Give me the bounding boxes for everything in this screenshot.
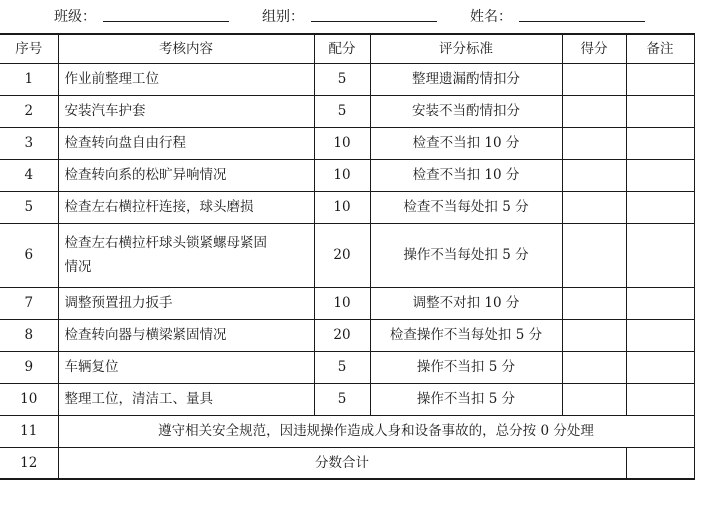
group-label: 组别： xyxy=(262,9,304,25)
row-no: 7 xyxy=(0,287,58,319)
row-points: 20 xyxy=(314,223,370,287)
row-no: 11 xyxy=(0,415,58,447)
row-remarks-cell[interactable] xyxy=(626,159,694,191)
table-row xyxy=(0,191,694,223)
row-score-cell[interactable] xyxy=(562,95,626,127)
safety-rule-text: 遵守相关安全规范，因违规操作造成人身和设备事故的，总分按 0 分处理 xyxy=(58,415,694,447)
row-remarks-cell[interactable] xyxy=(626,319,694,351)
row-content: 安装汽车护套 xyxy=(58,95,314,127)
table-row xyxy=(0,95,694,127)
row-points: 10 xyxy=(314,127,370,159)
row-points: 5 xyxy=(314,351,370,383)
row-content: 作业前整理工位 xyxy=(58,63,314,95)
row-content: 调整预置扭力扳手 xyxy=(58,287,314,319)
row-no: 4 xyxy=(0,159,58,191)
row-remarks-cell[interactable] xyxy=(626,95,694,127)
row-no: 6 xyxy=(0,223,58,287)
col-header-score: 得分 xyxy=(562,34,626,63)
row-points: 10 xyxy=(314,159,370,191)
row-standard: 检查操作不当每处扣 5 分 xyxy=(370,319,562,351)
row-score-cell[interactable] xyxy=(562,191,626,223)
name-label: 姓名： xyxy=(470,9,512,25)
row-standard: 操作不当扣 5 分 xyxy=(370,383,562,415)
table-row xyxy=(0,63,694,95)
group-field[interactable] xyxy=(311,21,437,22)
row-remarks-cell[interactable] xyxy=(626,287,694,319)
score-table xyxy=(0,33,695,480)
table-row xyxy=(0,351,694,383)
col-header-standard: 评分标准 xyxy=(370,34,562,63)
row-content: 检查左右横拉杆连接，球头磨损 xyxy=(58,191,314,223)
row-score-cell[interactable] xyxy=(562,351,626,383)
row-no: 5 xyxy=(0,191,58,223)
table-row xyxy=(0,287,694,319)
total-row xyxy=(0,447,694,479)
row-standard: 调整不对扣 10 分 xyxy=(370,287,562,319)
table-row xyxy=(0,319,694,351)
form-header xyxy=(0,0,715,30)
col-header-points: 配分 xyxy=(314,34,370,63)
row-content: 检查左右横拉杆球头锁紧螺母紧固情况 xyxy=(58,223,314,287)
class-label: 班级： xyxy=(54,9,96,25)
row-no: 10 xyxy=(0,383,58,415)
table-row xyxy=(0,383,694,415)
row-points: 5 xyxy=(314,95,370,127)
row-points: 5 xyxy=(314,63,370,95)
row-points: 10 xyxy=(314,287,370,319)
row-content: 整理工位，清洁工、量具 xyxy=(58,383,314,415)
row-remarks-cell[interactable] xyxy=(626,383,694,415)
row-content: 车辆复位 xyxy=(58,351,314,383)
row-no: 9 xyxy=(0,351,58,383)
row-remarks-cell[interactable] xyxy=(626,223,694,287)
row-points: 20 xyxy=(314,319,370,351)
row-content: 检查转向盘自由行程 xyxy=(58,127,314,159)
row-remarks-cell[interactable] xyxy=(626,127,694,159)
row-remarks-cell[interactable] xyxy=(626,63,694,95)
row-score-cell[interactable] xyxy=(562,287,626,319)
table-row xyxy=(0,159,694,191)
row-no: 2 xyxy=(0,95,58,127)
row-points: 5 xyxy=(314,383,370,415)
row-points: 10 xyxy=(314,191,370,223)
name-field[interactable] xyxy=(519,21,645,22)
safety-rule-row xyxy=(0,415,694,447)
row-no: 8 xyxy=(0,319,58,351)
table-row xyxy=(0,223,694,287)
total-label: 分数合计 xyxy=(58,447,626,479)
row-standard: 操作不当扣 5 分 xyxy=(370,351,562,383)
row-remarks-cell[interactable] xyxy=(626,191,694,223)
row-no: 1 xyxy=(0,63,58,95)
class-field[interactable] xyxy=(103,21,229,22)
row-score-cell[interactable] xyxy=(562,223,626,287)
row-score-cell[interactable] xyxy=(562,127,626,159)
row-no: 3 xyxy=(0,127,58,159)
row-standard: 检查不当扣 10 分 xyxy=(370,159,562,191)
row-standard: 检查不当扣 10 分 xyxy=(370,127,562,159)
row-standard: 检查不当每处扣 5 分 xyxy=(370,191,562,223)
table-header-row xyxy=(0,34,694,63)
row-score-cell[interactable] xyxy=(562,383,626,415)
row-score-cell[interactable] xyxy=(562,159,626,191)
col-header-no: 序号 xyxy=(0,34,58,63)
row-remarks-cell[interactable] xyxy=(626,351,694,383)
row-standard: 整理遗漏酌情扣分 xyxy=(370,63,562,95)
row-score-cell[interactable] xyxy=(562,319,626,351)
row-no: 12 xyxy=(0,447,58,479)
col-header-remarks: 备注 xyxy=(626,34,694,63)
row-content: 检查转向器与横梁紧固情况 xyxy=(58,319,314,351)
total-remarks-cell[interactable] xyxy=(626,447,694,479)
row-score-cell[interactable] xyxy=(562,63,626,95)
row-content: 检查转向系的松旷异响情况 xyxy=(58,159,314,191)
table-row xyxy=(0,127,694,159)
col-header-content: 考核内容 xyxy=(58,34,314,63)
row-standard: 安装不当酌情扣分 xyxy=(370,95,562,127)
row-standard: 操作不当每处扣 5 分 xyxy=(370,223,562,287)
